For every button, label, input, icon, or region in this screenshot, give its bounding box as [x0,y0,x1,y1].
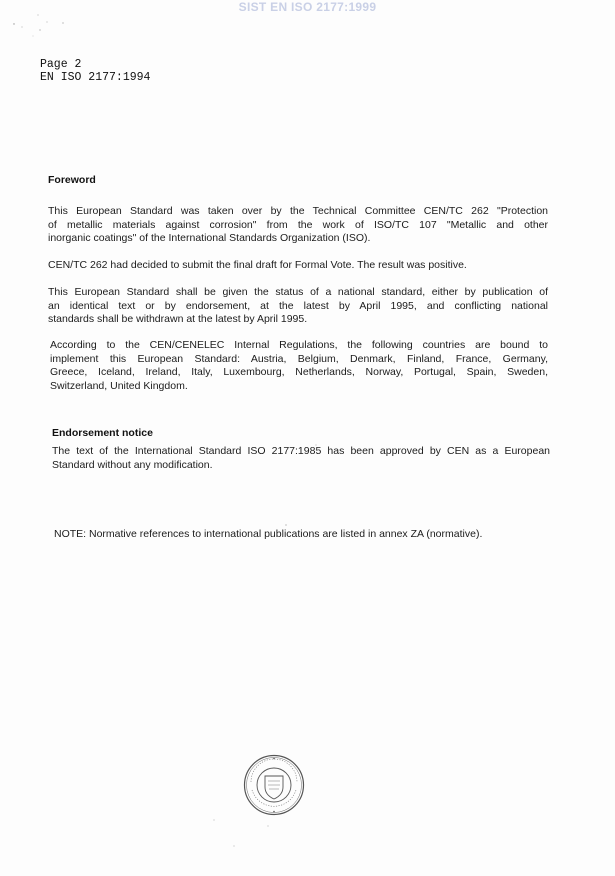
note-paragraph [54,528,554,542]
official-seal-stamp [243,754,305,816]
standard-number: EN ISO 2177:1994 [40,71,151,84]
text-line: Greece, Iceland, Ireland, Italy, Luxembourg, Netherlands, Norway, Portugal, Spain, Sweden, [50,366,548,378]
text-line: of metallic materials against corrosion" from the work of ISO/TC 107 "Metallic and other [48,218,548,231]
text-line: The text of the International Standard ISO 2177:1985 has been approved by CEN as a European [52,445,550,457]
page-number: Page 2 [40,58,82,71]
text-line: This European Standard was taken over by the Technical Committee CEN/TC 262 "Protection [48,205,548,217]
document-watermark: SIST EN ISO 2177:1999 [238,0,377,14]
foreword-paragraph-2 [48,259,548,273]
text-line: Standard without any modification. [52,458,213,471]
text-line: implement this European Standard: Austria, Belgium, Denmark, Finland, France, Germany, [50,352,548,365]
endorsement-paragraph [52,445,550,472]
text-line: inorganic coatings" of the International Standards Organization (ISO). [48,232,371,244]
text-line: Switzerland, United Kingdom. [50,379,188,392]
foreword-paragraph-4 [50,339,548,393]
text-line: an identical text or by endorsement, at the latest by April 1995, and conflicting national [48,299,548,312]
foreword-heading: Foreword [48,174,96,186]
text-line: standards shall be withdrawn at the latest by April 1995. [48,313,308,325]
text-line: CEN/TC 262 had decided to submit the final draft for Formal Vote. The result was positive. [48,259,467,271]
foreword-paragraph-3 [48,286,548,327]
text-line: NOTE: Normative references to international publications are listed in annex ZA (normative). [54,528,483,540]
text-line: This European Standard shall be given the status of a national standard, either by publication of [48,286,548,298]
foreword-paragraph-1 [48,205,548,246]
text-line: According to the CEN/CENELEC Internal Regulations, the following countries are bound to [50,339,548,351]
endorsement-heading: Endorsement notice [52,427,153,439]
page-header [40,58,150,84]
